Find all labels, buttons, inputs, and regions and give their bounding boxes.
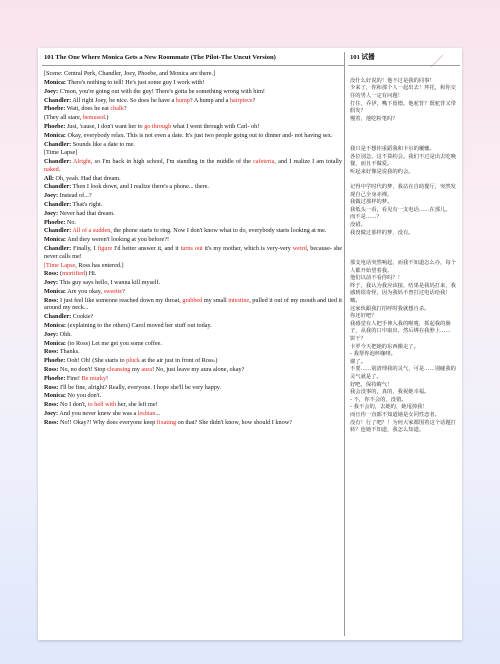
speaker-name: Joey: bbox=[44, 410, 59, 417]
speaker-name: Ross: bbox=[44, 366, 59, 374]
speaker-name: Monica: bbox=[44, 131, 66, 139]
dialogue-text: (explaining to the others) Carol moved her stuff out today. bbox=[66, 322, 212, 330]
translation-line: 饼干？ bbox=[350, 335, 366, 342]
vocab-highlight: hairpiece bbox=[229, 96, 253, 104]
dialogue-text: ( bbox=[58, 270, 63, 278]
dialogue-line bbox=[44, 149, 342, 157]
dialogue-line bbox=[44, 236, 342, 244]
translation-line: - 不，你不会的，没错。 bbox=[350, 396, 407, 403]
dialogue-text: I'd better answer it, and it bbox=[112, 245, 181, 253]
dialogue-text: , pulled it out of my mouth and tied it around my neck... bbox=[44, 296, 343, 312]
translation-line: 我感觉有人把手伸入我的喉咙，抓起我的肠子，从我的口中取出，然后绑在我脖上…… bbox=[350, 320, 451, 335]
dialogue-line bbox=[44, 348, 342, 356]
dialogue-text: ! No, just leave my aura alone, okay? bbox=[152, 366, 245, 374]
dialogue-text: (They all stare, bbox=[44, 114, 83, 122]
speaker-name: Monica: bbox=[44, 236, 66, 244]
dialogue-text: Finally, I bbox=[71, 245, 98, 253]
dialogue-text: ? bbox=[122, 287, 125, 295]
vocab-highlight: to hell with bbox=[87, 401, 117, 409]
translation-line: 我没做过那样的梦，没有。 bbox=[350, 229, 414, 236]
dialogue-line bbox=[44, 262, 342, 270]
translation-line: 他们以前不看你吗？！ bbox=[350, 275, 403, 282]
translation-spacer bbox=[350, 245, 458, 253]
dialogue-text: . bbox=[58, 165, 61, 173]
translation-line: 没错。 bbox=[350, 222, 366, 229]
translation-spacer bbox=[350, 131, 458, 139]
dialogue-text: ... bbox=[155, 410, 160, 417]
speaker-name: Ross: bbox=[44, 348, 59, 356]
dialogue-text: No you don't. bbox=[66, 392, 102, 400]
dialogue-line bbox=[44, 114, 342, 122]
dialogue-text: No. bbox=[65, 218, 76, 226]
dialogue-line bbox=[44, 357, 342, 365]
dialogue-line bbox=[44, 279, 342, 287]
dialogue-line bbox=[44, 384, 342, 392]
dialogue-line bbox=[44, 123, 342, 131]
dialogue-line bbox=[44, 340, 342, 348]
dialogue-line bbox=[44, 210, 342, 218]
dialogue-text: Oh, yeah. Had that dream. bbox=[53, 174, 121, 182]
dialogue-text: at the air just in front of Ross.) bbox=[139, 357, 218, 365]
dialogue-text: on that? She didn't know, how should I know? bbox=[176, 418, 292, 426]
dialogue-text: And they weren't looking at you before?! bbox=[66, 236, 170, 244]
vocab-highlight: bemused bbox=[82, 114, 105, 122]
dialogue-text: Instead of...? bbox=[58, 192, 92, 200]
speaker-name: Monica: bbox=[44, 322, 66, 330]
vocab-highlight: Be murky bbox=[81, 374, 107, 382]
dialogue-text: Okay, everybody relax. This is not even a date. It's just two people going out to dinner and- not having sex. bbox=[66, 131, 333, 139]
translation-line: 我做过那样的梦。 bbox=[350, 199, 393, 206]
dialogue-text: ! bbox=[106, 374, 109, 382]
speaker-name: Joey: bbox=[44, 87, 59, 95]
dialogue-line bbox=[44, 410, 342, 418]
translation-line: 这家伙跟我打招呼时我就想自杀。 bbox=[350, 305, 430, 312]
dialogue-text: ? bbox=[123, 105, 127, 113]
dialogue-line bbox=[44, 375, 342, 383]
dialogue-text: (to Ross) Let me get you some coffee. bbox=[66, 339, 162, 347]
translation-line: - 我不会的，去她的，她甩掉我！ bbox=[350, 404, 428, 411]
dialogue-line bbox=[44, 192, 342, 200]
translation-line: 好吧，保持晦气！ bbox=[350, 381, 393, 388]
vocab-highlight: weird bbox=[292, 245, 307, 253]
speaker-name: Ross: bbox=[44, 418, 59, 426]
speaker-name: Chandler: bbox=[44, 201, 72, 209]
translation-line: 你还好吧？ bbox=[350, 313, 377, 320]
script-title: 101 The One Where Monica Gets a New Roommate (The Pilot-The Uncut Version) bbox=[44, 54, 276, 61]
dialogue-line bbox=[44, 158, 342, 173]
speaker-name: Joey: bbox=[44, 192, 59, 200]
translation-line: 没什么好说的！他不过是我的同事！ bbox=[350, 77, 435, 84]
speaker-name: Ross: bbox=[44, 383, 59, 391]
vocab-highlight: chalk bbox=[110, 105, 124, 113]
translation-line: 记得中学时代的梦，我站在自助餐厅，突然发现自己全身赤裸。 bbox=[350, 184, 456, 198]
dialogue-text: All right Joey, be nice. So does he have a bbox=[71, 96, 176, 104]
vocab-highlight: pluck bbox=[126, 357, 140, 365]
vocab-highlight: [Time Lapse bbox=[44, 261, 76, 269]
dialogue-text: No I don't, bbox=[58, 401, 88, 409]
dialogue-line bbox=[44, 331, 342, 339]
vocab-highlight: hump bbox=[175, 96, 190, 104]
dialogue-text: [Scene: Central Perk, Chandler, Joey, Phoebe, and Monica are there.] bbox=[44, 70, 216, 78]
speaker-name: Chandler: bbox=[44, 140, 72, 148]
dialogue-lines bbox=[44, 70, 342, 426]
dialogue-text: , and I realize I am totally bbox=[274, 158, 342, 166]
speaker-name: Chandler: bbox=[44, 245, 72, 253]
vocab-highlight: cafeteria bbox=[253, 158, 275, 166]
speaker-name: Chandler: bbox=[44, 183, 72, 191]
translation-line: 我只是不想你重蹈我和卡尔的覆辙。 bbox=[350, 146, 435, 153]
dialogue-text: Never had that dream. bbox=[58, 209, 115, 217]
speaker-name: Monica: bbox=[44, 287, 66, 295]
dialogue-text: my bbox=[130, 366, 142, 374]
dialogue-line bbox=[44, 366, 342, 374]
dialogue-line bbox=[44, 313, 342, 321]
dialogue-text: Then I look down, and I realize there's a phone... there. bbox=[71, 183, 209, 191]
dialogue-line bbox=[44, 288, 342, 296]
dialogue-line bbox=[44, 201, 342, 209]
translation-spacer bbox=[350, 237, 458, 245]
translation-line: 卡罗今天把她的东西搬走了。 bbox=[350, 343, 419, 350]
dialogue-text: , because- she never calls me! bbox=[44, 245, 343, 260]
translation-line: 终于，我认为我应该接，结果是我妈打来，我感到很奇怪，因为我妈不曾打过电话给我！ bbox=[350, 282, 456, 297]
dialogue-line bbox=[44, 105, 342, 113]
speaker-name: Phoebe: bbox=[44, 374, 66, 382]
document-page bbox=[38, 48, 462, 640]
dialogue-text: , the phone starts to ring. Now I don't know what to do, everybody starts looking at me. bbox=[110, 227, 327, 235]
english-column bbox=[42, 52, 344, 428]
dialogue-line bbox=[44, 219, 342, 227]
speaker-name: Chandler: bbox=[44, 158, 72, 166]
speaker-name: Chandler: bbox=[44, 313, 72, 321]
speaker-name: Chandler: bbox=[44, 96, 72, 104]
translation-line: 我低头一看，看见有一支电话……在那儿。 bbox=[350, 206, 451, 213]
dialogue-text: There's nothing to tell! He's just some guy I work with! bbox=[66, 79, 205, 86]
translation-line: 少来了，你和那个人一起出去！拜托，和你交往的男人一定有问题！ bbox=[350, 85, 456, 99]
translation-line: 听起来好像是说我的约会。 bbox=[350, 168, 414, 175]
dialogue-line bbox=[44, 245, 342, 260]
dialogue-text: Wait, does he eat bbox=[65, 105, 111, 113]
dialogue-text: I just feel like someone reached down my throat, bbox=[58, 296, 183, 304]
vocab-highlight: lesbian bbox=[137, 410, 156, 417]
vocab-highlight: grabbed bbox=[182, 296, 203, 304]
speaker-name: Monica: bbox=[44, 392, 66, 400]
column-divider bbox=[344, 52, 345, 636]
dialogue-text: Sounds like a date to me. bbox=[71, 140, 135, 148]
vocab-highlight: go through bbox=[144, 122, 172, 130]
speaker-name: Phoebe: bbox=[44, 218, 66, 226]
vocab-highlight: Alright bbox=[73, 158, 91, 166]
dialogue-text: No, no don't! Stop bbox=[58, 366, 108, 374]
translation-lines bbox=[350, 70, 458, 435]
dialogue-text: This guy says hello, I wanna kill myself. bbox=[58, 279, 161, 287]
dialogue-text: .) bbox=[104, 114, 109, 122]
dialogue-line bbox=[44, 297, 342, 312]
translation-line: 打住，乔伊，嘴下留德。他驼背？既驼背又带假发？ bbox=[350, 100, 456, 115]
dialogue-text: Just, 'cause, I don't want her to bbox=[65, 122, 145, 130]
speaker-name: Monica: bbox=[44, 79, 66, 86]
dialogue-text: ) Hi. bbox=[85, 270, 97, 278]
translation-spacer bbox=[350, 123, 458, 131]
translation-line: 各位别急，这不算约会。我们不过是出去吃晚餐，而且不做爱。 bbox=[350, 153, 456, 168]
dialogue-line bbox=[44, 175, 342, 183]
translation-line: 我会没事的，真的，我祝她幸福。 bbox=[350, 389, 430, 396]
translation-spacer bbox=[350, 177, 458, 185]
vocab-highlight: sweetie bbox=[103, 287, 123, 295]
dialogue-text: No!! Okay?! Why does everyone keep bbox=[58, 418, 157, 426]
speaker-name: Joey: bbox=[44, 279, 59, 287]
dialogue-line bbox=[44, 392, 342, 400]
dialogue-text: I'll be fine, alright? Really, everyone. I hope she'll be very happy. bbox=[58, 383, 222, 391]
dialogue-line bbox=[44, 132, 342, 140]
speaker-name: Ross: bbox=[44, 401, 59, 409]
speaker-name: All: bbox=[44, 174, 54, 182]
dialogue-text: , so I'm back in high school, I'm standing in the middle of the bbox=[90, 158, 254, 166]
translation-line: 那支电话突然响起，而我不知道怎么办，每个人都开始望着我。 bbox=[350, 260, 456, 274]
speaker-name: Ross: bbox=[44, 270, 59, 278]
translation-line: 慢着，他吃粉笔吗？ bbox=[350, 115, 398, 122]
dialogue-text: And you never knew she was a bbox=[58, 410, 138, 417]
dialogue-line bbox=[44, 401, 342, 409]
dialogue-text: Thanks. bbox=[58, 348, 80, 356]
translation-line: 没有！行了吧？！为何大家都围着这个话题打转？连她不知道，我怎么知道。 bbox=[350, 419, 456, 434]
dialogue-text: Ooh! Oh! (She starts to bbox=[65, 357, 127, 365]
dialogue-text: ? bbox=[252, 96, 256, 104]
dialogue-text: ? A hump and a bbox=[189, 96, 230, 104]
vocab-highlight: intestine bbox=[228, 296, 250, 304]
dialogue-line bbox=[44, 88, 342, 96]
chinese-column bbox=[348, 52, 460, 435]
translation-line: - 我帮你泡杯咖啡。 bbox=[350, 351, 396, 358]
dialogue-text: my small bbox=[202, 296, 229, 304]
speaker-name: Joey: bbox=[44, 330, 59, 338]
vocab-highlight: naked bbox=[44, 165, 59, 173]
dialogue-text: , Ross has entered.] bbox=[75, 261, 124, 269]
vocab-highlight: All of a sudden bbox=[72, 227, 111, 235]
dialogue-line bbox=[44, 419, 342, 427]
speaker-name: Phoebe: bbox=[44, 105, 66, 113]
translation-line: 而且你一直都不知道她是女同性恋者。 bbox=[350, 411, 441, 418]
speaker-name: Joey: bbox=[44, 209, 59, 217]
translation-line: 不要……别清理我的灵气，可是……别碰我的灵气就是了。 bbox=[350, 366, 456, 380]
vocab-highlight: aura bbox=[141, 366, 153, 374]
speaker-name: Monica: bbox=[44, 339, 66, 347]
dialogue-text: That's right. bbox=[71, 201, 103, 209]
speaker-name: Chandler: bbox=[44, 227, 72, 235]
dialogue-text: what I went through with Carl- oh! bbox=[171, 122, 260, 130]
vocab-highlight: mortified bbox=[62, 270, 86, 278]
dialogue-line bbox=[44, 97, 342, 105]
dialogue-line bbox=[44, 322, 342, 330]
translation-title: 101 试播 bbox=[350, 54, 375, 61]
dialogue-text: [Time Lapse] bbox=[44, 149, 78, 157]
translation-title-rule bbox=[348, 65, 460, 66]
translation-spacer bbox=[350, 70, 458, 78]
dialogue-line bbox=[44, 79, 342, 87]
dialogue-line bbox=[44, 270, 342, 278]
dialogue-line bbox=[44, 70, 342, 78]
dialogue-text: Cookie? bbox=[71, 313, 94, 321]
dialogue-text: Fine! bbox=[65, 374, 82, 382]
vocab-highlight: fixating bbox=[156, 418, 177, 426]
speaker-name: Phoebe: bbox=[44, 122, 66, 130]
dialogue-text: her, she left me! bbox=[116, 401, 158, 409]
speaker-name: Phoebe: bbox=[44, 357, 66, 365]
speaker-name: Ross: bbox=[44, 296, 59, 304]
vocab-highlight: turns out bbox=[180, 245, 203, 253]
vocab-highlight: cleansing bbox=[107, 366, 131, 374]
dialogue-text: it's my mother, which is very-very bbox=[202, 245, 293, 253]
translation-spacer bbox=[350, 139, 458, 147]
dialogue-text: Are you okay, bbox=[66, 287, 104, 295]
dialogue-line bbox=[44, 227, 342, 235]
dialogue-line bbox=[44, 183, 342, 191]
translation-line: 谢了。 bbox=[350, 358, 366, 365]
title-rule bbox=[42, 65, 344, 66]
translation-line: 而不是……？ bbox=[350, 214, 382, 221]
dialogue-text: C'mon, you're going out with the guy! There's gotta be something wrong with him! bbox=[58, 87, 265, 95]
translation-line: 嗨。 bbox=[350, 298, 361, 305]
translation-spacer bbox=[350, 252, 458, 260]
dialogue-text: Ohh. bbox=[58, 330, 72, 338]
vocab-highlight: figure bbox=[97, 245, 113, 253]
dialogue-line bbox=[44, 141, 342, 149]
